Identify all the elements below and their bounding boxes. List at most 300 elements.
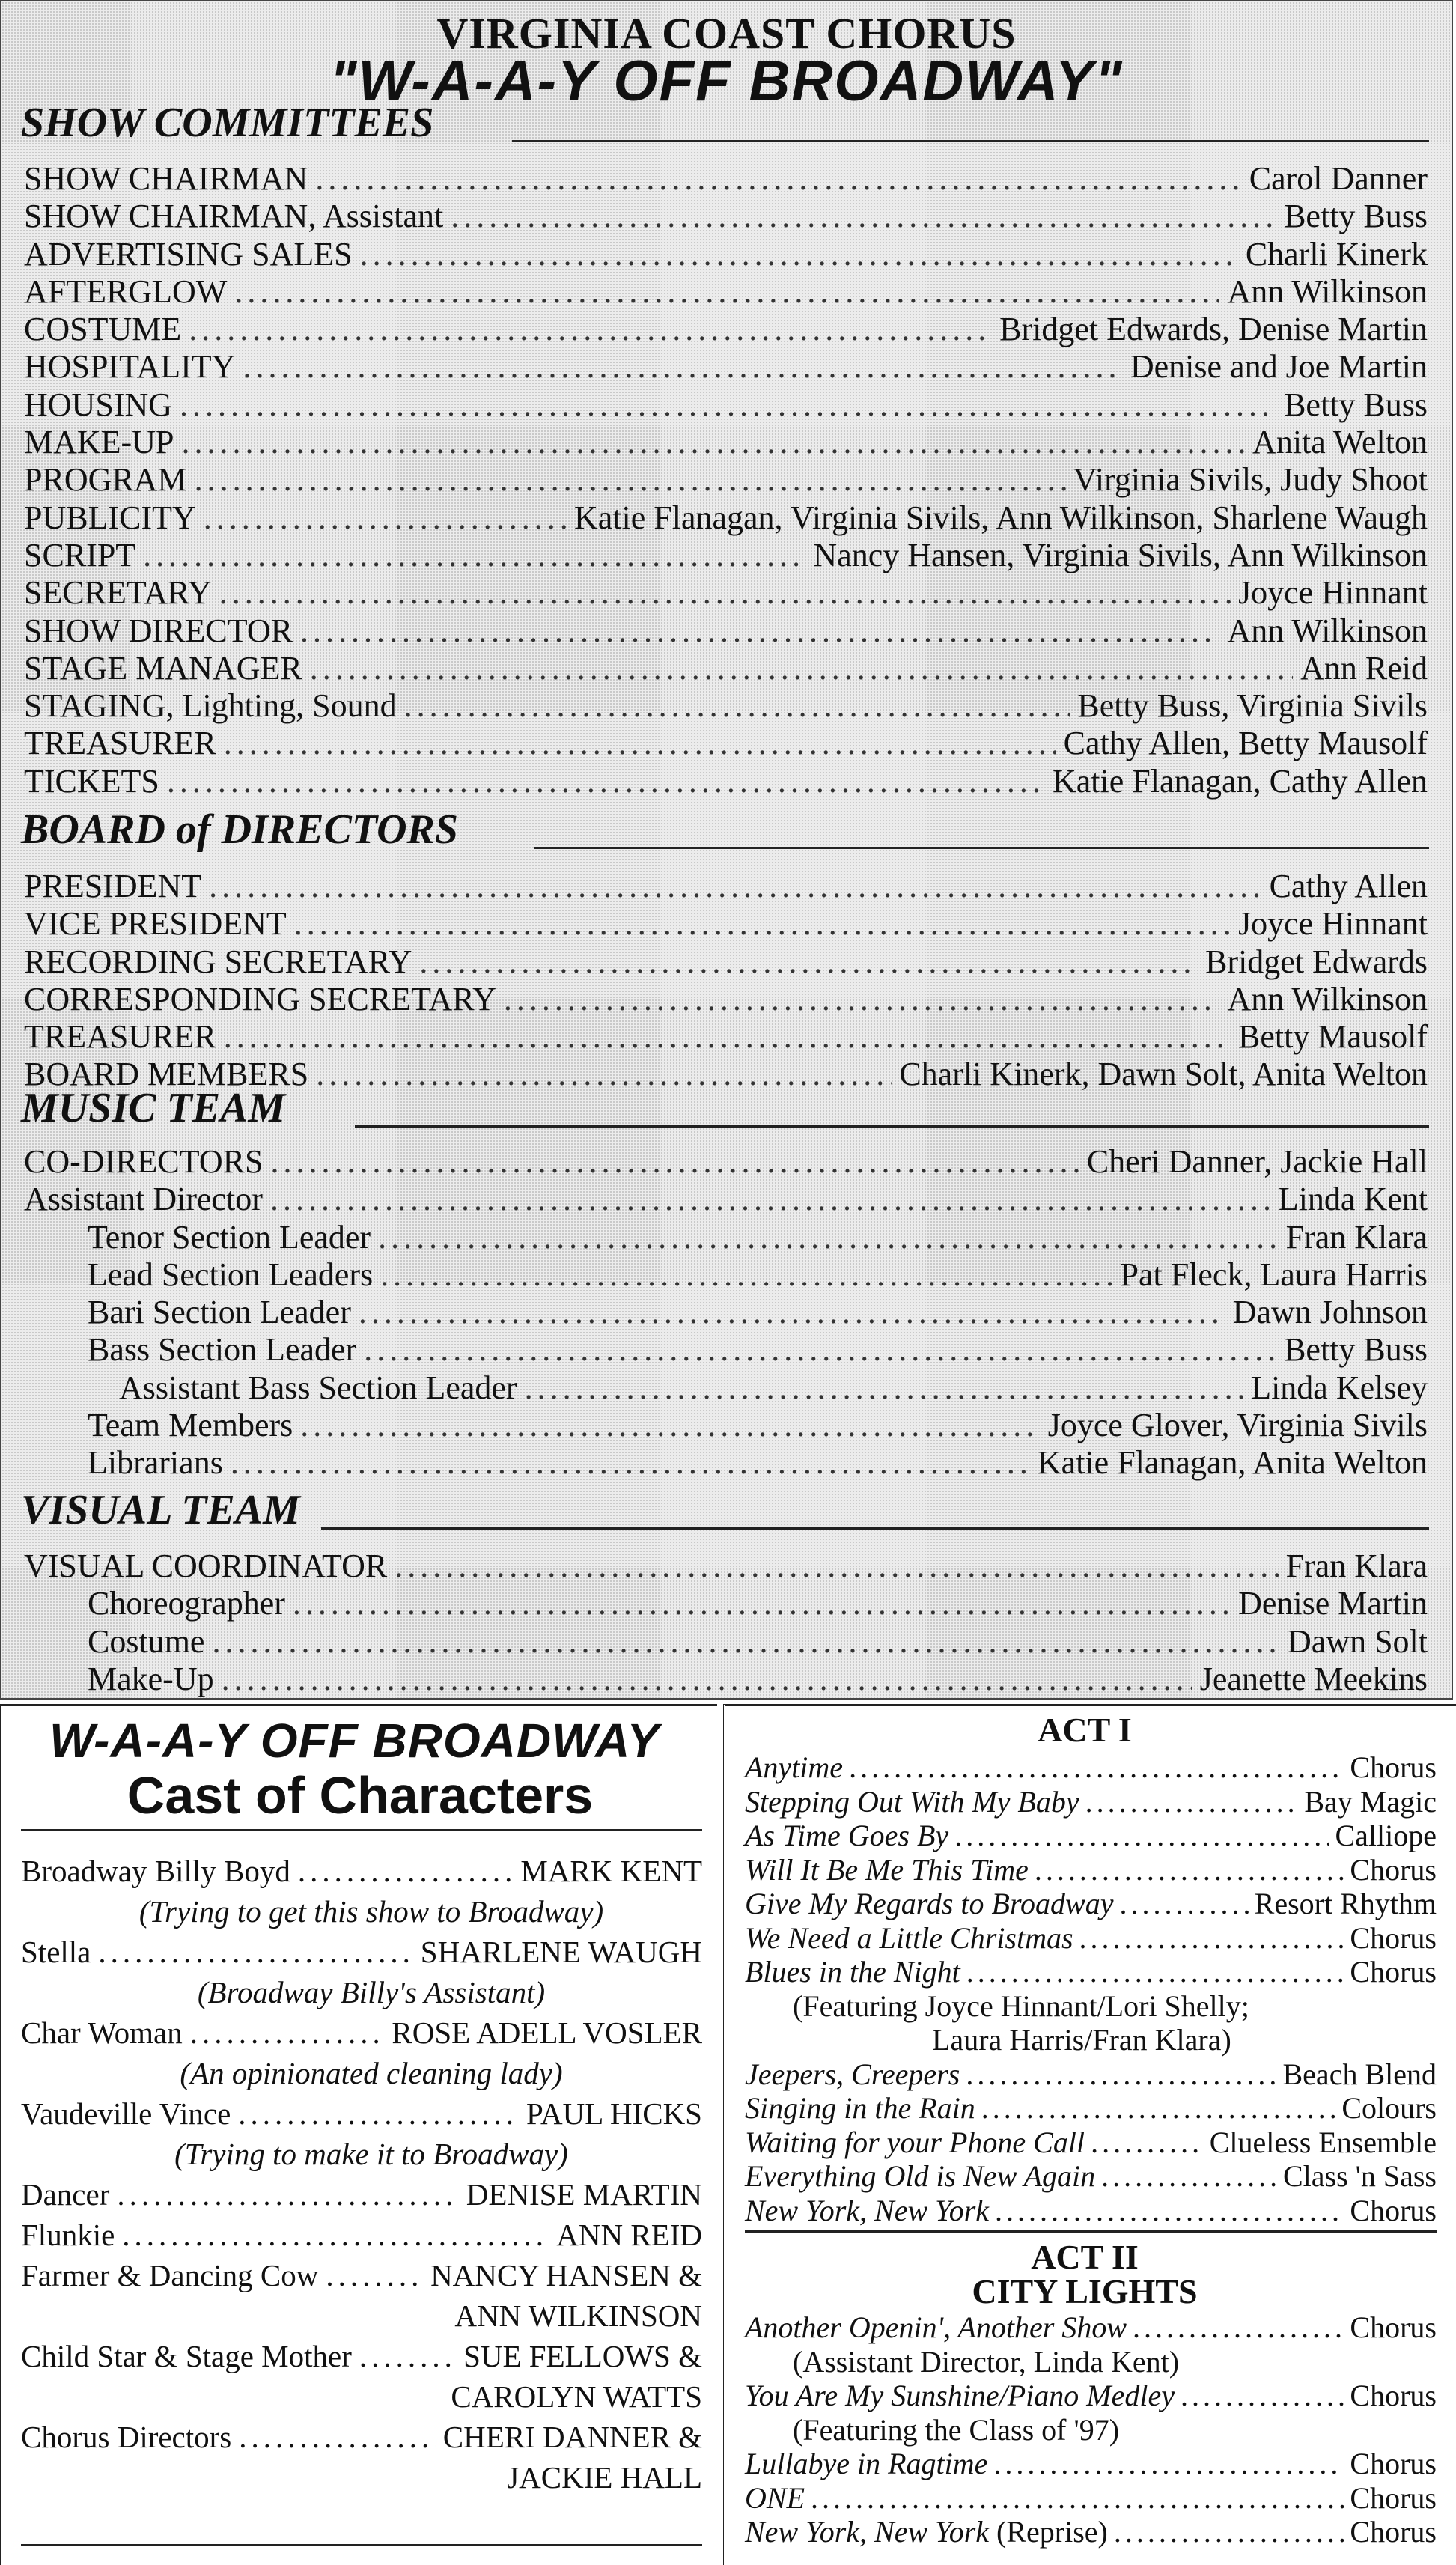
song-title-group xyxy=(745,2091,975,2125)
credit-row xyxy=(24,1018,1428,1056)
credit-row xyxy=(24,1369,1428,1407)
role-label: HOSPITALITY xyxy=(24,348,236,386)
dot-leader xyxy=(294,905,1231,943)
song-row xyxy=(745,2515,1437,2549)
visual-team-list xyxy=(24,1548,1428,1698)
dot-leader xyxy=(359,2336,456,2376)
cast-heading-rule xyxy=(21,1829,702,1831)
credit-row xyxy=(24,348,1428,386)
section-rule xyxy=(512,140,1429,142)
role-label: Tenor Section Leader xyxy=(88,1218,371,1256)
credit-row xyxy=(24,424,1428,461)
credit-row xyxy=(24,905,1428,943)
person-name: Virginia Sivils, Judy Shoot xyxy=(1073,461,1428,499)
dot-leader xyxy=(1085,1785,1299,1819)
role-label: COSTUME xyxy=(24,311,182,348)
dot-leader xyxy=(380,1256,1112,1294)
role-label: HOUSING xyxy=(24,386,172,423)
show-committees-list xyxy=(24,160,1428,800)
song-title-group xyxy=(745,2310,1127,2344)
role-label: BOARD MEMBERS xyxy=(24,1056,309,1093)
dot-leader xyxy=(315,160,1241,198)
person-name: Denise and Joe Martin xyxy=(1130,348,1428,386)
dot-leader xyxy=(98,1932,412,1972)
credit-row xyxy=(24,461,1428,499)
song-row xyxy=(745,2159,1437,2194)
act1-song-list xyxy=(745,1750,1437,2227)
song-title-group xyxy=(745,1853,1029,1887)
song-row xyxy=(745,1853,1437,1887)
actor-name: ANN WILKINSON xyxy=(454,2298,702,2333)
credit-row xyxy=(24,386,1428,424)
section-heading-board xyxy=(21,807,1429,858)
character-name: Flunkie xyxy=(21,2218,115,2252)
cast-bottom-rule xyxy=(21,2544,702,2546)
credit-row xyxy=(24,868,1428,905)
music-team-list xyxy=(24,1143,1428,1482)
role-label: Bass Section Leader xyxy=(88,1331,357,1369)
role-label: VICE PRESIDENT xyxy=(24,905,287,943)
song-title: Anytime xyxy=(745,1750,844,1784)
song-row xyxy=(745,2057,1437,2092)
song-row xyxy=(745,2481,1437,2516)
role-label: SCRIPT xyxy=(24,536,136,573)
person-name: Carol Danner xyxy=(1249,160,1428,197)
song-row xyxy=(745,1921,1437,1956)
role-label: Librarians xyxy=(88,1444,223,1482)
role-label: AFTERGLOW xyxy=(24,273,228,310)
song-title: New York, New York xyxy=(745,2515,990,2549)
dot-leader xyxy=(293,1585,1231,1622)
dot-leader xyxy=(378,1219,1279,1256)
person-name: Cathy Allen xyxy=(1269,868,1428,904)
song-row xyxy=(745,1750,1437,1785)
cast-row xyxy=(21,2255,702,2295)
song-title-group xyxy=(745,2159,1095,2193)
song-note: (Featuring the Class of '97) xyxy=(793,2412,1120,2447)
actor-name: CHERI DANNER & xyxy=(442,2420,702,2454)
actor-name: ROSE ADELL VOSLER xyxy=(392,2015,702,2050)
cast-row xyxy=(21,2174,702,2215)
dot-leader xyxy=(1101,2159,1277,2193)
credit-row xyxy=(24,687,1428,725)
role-label: PUBLICITY xyxy=(24,499,196,536)
song-row xyxy=(745,1785,1437,1819)
song-row xyxy=(745,2194,1437,2228)
dot-leader xyxy=(224,1018,1231,1056)
credit-row xyxy=(24,499,1428,537)
credit-row xyxy=(24,273,1428,311)
song-row xyxy=(745,1819,1437,1853)
song-title: Will It Be Me This Time xyxy=(745,1852,1029,1887)
credit-row xyxy=(24,943,1428,981)
person-name: Nancy Hansen, Virginia Sivils, Ann Wilkinson xyxy=(813,536,1428,573)
song-row xyxy=(745,2379,1437,2413)
person-name: Cathy Allen, Betty Mausolf xyxy=(1063,725,1428,762)
dot-leader xyxy=(270,1181,1271,1218)
song-title: New York, New York xyxy=(745,2193,990,2227)
dot-leader xyxy=(1133,2310,1344,2344)
performer: Class 'n Sass xyxy=(1282,2159,1437,2193)
chorus-name: VIRGINIA COAST CHORUS xyxy=(436,9,1017,58)
credit-row xyxy=(24,574,1428,612)
role-label: SECRETARY xyxy=(24,574,212,612)
role-label: RECORDING SECRETARY xyxy=(24,943,412,980)
dot-leader xyxy=(298,1851,514,1891)
song-row xyxy=(745,2310,1437,2345)
song-row xyxy=(745,1955,1437,1989)
person-name: Cheri Danner, Jackie Hall xyxy=(1086,1143,1428,1180)
dot-leader xyxy=(1035,1853,1344,1887)
dot-leader xyxy=(167,763,1045,800)
section-rule xyxy=(534,847,1429,849)
cast-row xyxy=(21,2012,702,2053)
song-title: As Time Goes By xyxy=(745,1819,949,1852)
role-label: CORRESPONDING SECRETARY xyxy=(24,980,496,1017)
actor-name: ANN REID xyxy=(556,2218,702,2252)
dot-leader xyxy=(209,868,1261,905)
dot-leader xyxy=(1119,1887,1248,1920)
song-note: Laura Harris/Fran Klara) xyxy=(932,2023,1231,2057)
dot-leader xyxy=(219,574,1231,612)
performer: Chorus xyxy=(1350,2515,1437,2549)
person-name: Fran Klara xyxy=(1285,1218,1428,1256)
dot-leader xyxy=(360,236,1238,273)
performer: Resort Rhythm xyxy=(1254,1887,1437,1920)
role-label: Assistant Director xyxy=(24,1181,263,1218)
section-title: VISUAL TEAM xyxy=(21,1487,300,1533)
character-note: (Broadway Billy's Assistant) xyxy=(197,1975,546,2009)
actor-name: JACKIE HALL xyxy=(507,2460,702,2495)
dot-leader xyxy=(143,537,805,574)
dot-leader xyxy=(981,2091,1336,2125)
person-name: Betty Buss, Virginia Sivils xyxy=(1077,687,1428,725)
actor-name: SHARLENE WAUGH xyxy=(420,1935,702,1969)
dot-leader xyxy=(117,2174,458,2215)
role-label: CO-DIRECTORS xyxy=(24,1143,264,1180)
cast-row xyxy=(21,1932,702,1972)
character-name: Farmer & Dancing Cow xyxy=(21,2258,319,2292)
credit-row xyxy=(24,311,1428,348)
person-name: Katie Flanagan, Virginia Sivils, Ann Wilkinson, Sharlene Waugh xyxy=(573,499,1428,536)
song-row xyxy=(745,2447,1437,2481)
person-name: Betty Buss xyxy=(1284,198,1428,235)
performer: Chorus xyxy=(1350,1750,1437,1784)
dot-leader xyxy=(310,650,1293,687)
role-label: TICKETS xyxy=(24,762,159,800)
dot-leader xyxy=(404,687,1070,725)
dot-leader xyxy=(224,725,1056,762)
section-title: BOARD of DIRECTORS xyxy=(21,806,459,853)
dot-leader xyxy=(180,386,1276,424)
role-label: Lead Section Leaders xyxy=(88,1256,374,1293)
credit-row xyxy=(24,612,1428,650)
song-row xyxy=(745,2091,1437,2126)
song-title: Jeepers, Creepers xyxy=(745,2057,960,2091)
role-label: TREASURER xyxy=(24,725,216,762)
act1-title: ACT I xyxy=(1038,1711,1132,1749)
dot-leader xyxy=(849,1750,1344,1784)
section-rule xyxy=(321,1527,1429,1530)
dot-leader xyxy=(966,2057,1276,2091)
cast-show-title: W-A-A-Y OFF BROADWAY xyxy=(49,1714,660,1768)
performer: Chorus xyxy=(1350,2379,1437,2412)
credit-row xyxy=(24,725,1428,762)
section-heading-visual xyxy=(21,1488,1429,1539)
role-label: Make-Up xyxy=(88,1660,214,1697)
performer: Colours xyxy=(1341,2091,1437,2125)
role-label: Choreographer xyxy=(88,1585,285,1622)
person-name: Joyce Hinnant xyxy=(1238,905,1428,943)
dot-leader xyxy=(954,1819,1329,1852)
credit-row xyxy=(24,1548,1428,1585)
role-label: Assistant Bass Section Leader xyxy=(119,1369,517,1406)
dot-leader xyxy=(238,2093,519,2134)
character-name: Chorus Directors xyxy=(21,2420,232,2454)
cast-row xyxy=(21,2215,702,2255)
person-name: Linda Kent xyxy=(1278,1181,1428,1218)
song-title: Blues in the Night xyxy=(745,1955,960,1989)
cast-row xyxy=(21,2093,702,2134)
dot-leader xyxy=(300,612,1219,650)
character-name: Char Woman xyxy=(21,2015,183,2050)
person-name: Anita Welton xyxy=(1252,424,1428,461)
song-title-group xyxy=(745,2515,1108,2549)
performer: Bay Magic xyxy=(1304,1784,1437,1819)
act-divider xyxy=(745,2230,1437,2233)
dot-leader xyxy=(451,198,1276,235)
person-name: Fran Klara xyxy=(1285,1548,1428,1584)
dot-leader xyxy=(993,2447,1344,2480)
actor-name: NANCY HANSEN & xyxy=(430,2258,702,2292)
cast-row xyxy=(21,1851,702,1891)
song-title-group xyxy=(745,2057,960,2091)
performer: Chorus xyxy=(1350,1920,1437,1955)
person-name: Dawn Solt xyxy=(1288,1622,1428,1660)
person-name: Katie Flanagan, Cathy Allen xyxy=(1053,762,1428,800)
song-title: Singing in the Rain xyxy=(745,2091,975,2125)
song-suffix: (Reprise) xyxy=(989,2515,1108,2549)
performer: Chorus xyxy=(1350,2193,1437,2227)
credit-row xyxy=(24,1585,1428,1622)
dot-leader xyxy=(190,2012,385,2053)
section-heading-music xyxy=(21,1086,1429,1137)
performer: Chorus xyxy=(1350,2480,1437,2515)
character-note: (An opinionated cleaning lady) xyxy=(180,2056,563,2090)
character-note: (Trying to make it to Broadway) xyxy=(174,2137,568,2171)
dot-leader xyxy=(122,2215,549,2255)
dot-leader xyxy=(419,943,1198,981)
credit-row xyxy=(24,160,1428,198)
credit-row xyxy=(24,650,1428,687)
actor-name: MARK KENT xyxy=(520,1854,702,1888)
song-title-group xyxy=(745,1819,948,1852)
cast-row xyxy=(21,2417,702,2457)
dot-leader xyxy=(222,1661,1192,1698)
dot-leader xyxy=(300,1407,1040,1444)
section-title: MUSIC TEAM xyxy=(21,1085,286,1131)
person-name: Katie Flanagan, Anita Welton xyxy=(1037,1444,1428,1482)
section-heading-show-committees xyxy=(21,100,1429,151)
credit-row xyxy=(24,1407,1428,1444)
song-title: Give My Regards to Broadway xyxy=(745,1887,1114,1920)
dot-leader xyxy=(204,499,567,537)
credit-row xyxy=(24,1219,1428,1256)
dot-leader xyxy=(270,1143,1079,1181)
role-label: TREASURER xyxy=(24,1018,216,1056)
person-name: Betty Buss xyxy=(1284,1331,1428,1369)
role-label: SHOW CHAIRMAN, Assistant xyxy=(24,198,444,235)
dot-leader xyxy=(243,348,1122,386)
character-name: Broadway Billy Boyd xyxy=(21,1854,290,1888)
role-label: PRESIDENT xyxy=(24,868,202,904)
performer: Chorus xyxy=(1350,1852,1437,1887)
dot-leader xyxy=(189,311,992,348)
person-name: Betty Buss xyxy=(1284,386,1428,423)
actor-name: SUE FELLOWS & xyxy=(463,2339,702,2373)
role-label: STAGING, Lighting, Sound xyxy=(24,687,397,725)
person-name: Ann Reid xyxy=(1300,649,1428,687)
song-title-group xyxy=(745,2194,989,2227)
dot-leader xyxy=(525,1369,1244,1407)
person-name: Charli Kinerk, Dawn Solt, Anita Welton xyxy=(899,1056,1428,1093)
dot-leader xyxy=(231,1444,1030,1482)
dot-leader xyxy=(326,2255,423,2295)
character-note: (Trying to get this show to Broadway) xyxy=(138,1894,604,1929)
role-label: Team Members xyxy=(88,1407,293,1444)
song-title-group xyxy=(745,2447,987,2480)
dot-leader xyxy=(364,1331,1276,1369)
credit-row xyxy=(24,1256,1428,1294)
dot-leader xyxy=(1114,2515,1344,2549)
credit-row xyxy=(24,1661,1428,1698)
dot-leader xyxy=(181,424,1245,461)
act2-song-list xyxy=(745,2310,1437,2549)
dot-leader xyxy=(966,1955,1344,1989)
dot-leader xyxy=(395,1548,1278,1585)
song-title-group xyxy=(745,1887,1113,1920)
dot-leader xyxy=(195,461,1066,499)
cast-panel xyxy=(0,1704,717,2565)
performer: Chorus xyxy=(1350,2447,1437,2480)
credit-row xyxy=(24,537,1428,574)
song-title-group xyxy=(745,1921,1073,1955)
credit-row xyxy=(24,1294,1428,1331)
person-name: Jeanette Meekins xyxy=(1199,1660,1428,1697)
credit-row xyxy=(24,1444,1428,1482)
section-rule xyxy=(355,1125,1429,1128)
role-label: VISUAL COORDINATOR xyxy=(24,1548,388,1584)
role-label: SHOW CHAIRMAN xyxy=(24,160,308,197)
dot-leader xyxy=(995,2194,1344,2227)
role-label: SHOW DIRECTOR xyxy=(24,612,293,649)
dot-leader xyxy=(1181,2379,1344,2412)
section-title: SHOW COMMITTEES xyxy=(21,100,434,146)
dot-leader xyxy=(1091,2126,1204,2159)
character-name: Dancer xyxy=(21,2177,110,2212)
dot-leader xyxy=(359,1294,1225,1331)
song-title: You Are My Sunshine/Piano Medley xyxy=(745,2379,1175,2412)
song-title-group xyxy=(745,2126,1085,2159)
cast-list xyxy=(21,1851,702,2498)
dot-leader xyxy=(212,1623,1280,1661)
credit-row xyxy=(24,1331,1428,1369)
song-title: Waiting for your Phone Call xyxy=(745,2125,1085,2159)
song-title-group xyxy=(745,2481,805,2515)
act2-subtitle: CITY LIGHTS xyxy=(972,2272,1198,2310)
cast-row xyxy=(21,2336,702,2376)
performer: Clueless Ensemble xyxy=(1209,2125,1437,2159)
song-title-group xyxy=(745,1955,960,1989)
credit-row xyxy=(24,981,1428,1018)
show-title: "W-A-A-Y OFF BROADWAY" xyxy=(329,49,1124,113)
person-name: Ann Wilkinson xyxy=(1227,980,1428,1017)
song-note: (Featuring Joyce Hinnant/Lori Shelly; xyxy=(793,1989,1249,2023)
song-title: Lullabye in Ragtime xyxy=(745,2447,988,2480)
person-name: Bridget Edwards, Denise Martin xyxy=(999,311,1428,348)
credit-row xyxy=(24,763,1428,800)
character-name: Child Star & Stage Mother xyxy=(21,2339,352,2373)
person-name: Ann Wilkinson xyxy=(1227,273,1428,310)
person-name: Bridget Edwards xyxy=(1205,943,1428,980)
dot-leader xyxy=(239,2417,436,2457)
person-name: Dawn Johnson xyxy=(1232,1294,1428,1331)
person-name: Pat Fleck, Laura Harris xyxy=(1120,1256,1428,1293)
role-label: MAKE-UP xyxy=(24,424,174,461)
role-label: Costume xyxy=(88,1622,205,1660)
acts-panel xyxy=(723,1704,1456,2565)
board-list xyxy=(24,868,1428,1094)
song-title: Stepping Out With My Baby xyxy=(745,1784,1079,1819)
dot-leader xyxy=(1079,1921,1344,1955)
actor-name: CAROLYN WATTS xyxy=(451,2379,702,2414)
cast-heading: Cast of Characters xyxy=(127,1766,594,1825)
performer: Chorus xyxy=(1350,1955,1437,1989)
person-name: Linda Kelsey xyxy=(1251,1369,1428,1406)
person-name: Betty Mausolf xyxy=(1238,1018,1428,1056)
credit-row xyxy=(24,1143,1428,1181)
dot-leader xyxy=(234,273,1219,311)
role-label: STAGE MANAGER xyxy=(24,649,302,687)
performer: Chorus xyxy=(1350,2310,1437,2344)
song-title: Another Openin', Another Show xyxy=(745,2310,1127,2344)
song-title: Everything Old is New Again xyxy=(745,2159,1096,2193)
song-title-group xyxy=(745,1750,843,1784)
character-name: Vaudeville Vince xyxy=(21,2096,231,2131)
performer: Beach Blend xyxy=(1282,2057,1437,2091)
person-name: Joyce Glover, Virginia Sivils xyxy=(1047,1407,1428,1444)
person-name: Charli Kinerk xyxy=(1245,235,1428,273)
dot-leader xyxy=(504,981,1220,1018)
song-title: ONE xyxy=(745,2480,805,2515)
song-title: We Need a Little Christmas xyxy=(745,1920,1073,1955)
actor-name: PAUL HICKS xyxy=(526,2096,702,2131)
song-row xyxy=(745,1887,1437,1921)
song-note: (Assistant Director, Linda Kent) xyxy=(793,2344,1180,2379)
person-name: Joyce Hinnant xyxy=(1238,574,1428,612)
performer: Calliope xyxy=(1335,1819,1437,1852)
dot-leader xyxy=(811,2481,1344,2515)
credit-row xyxy=(24,1623,1428,1661)
song-title-group xyxy=(745,2379,1175,2412)
role-label: PROGRAM xyxy=(24,461,187,499)
credit-row xyxy=(24,236,1428,273)
song-row xyxy=(745,2126,1437,2160)
character-name: Stella xyxy=(21,1935,91,1969)
credit-row xyxy=(24,1181,1428,1218)
person-name: Denise Martin xyxy=(1238,1585,1428,1622)
actor-name: DENISE MARTIN xyxy=(466,2177,702,2212)
